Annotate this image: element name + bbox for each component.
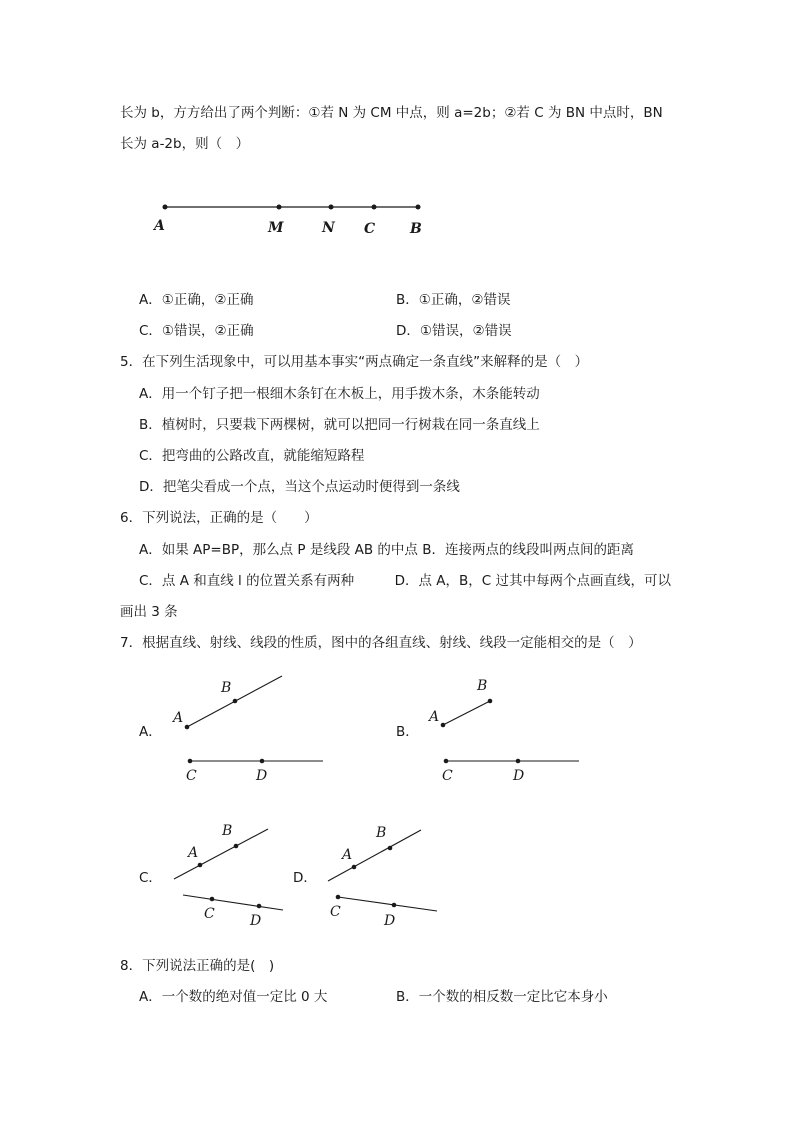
svg-text:B: B [376,825,387,841]
q4-option-a: A．①正确，②正确 [139,292,254,308]
point-b [416,205,421,210]
q5-option-d: D．把笔尖看成一个点，当这个点运动时便得到一条线 [139,479,460,495]
q6-option-d-cont: 画出 3 条 [120,604,178,620]
label-n: N [322,220,335,236]
svg-text:C: C [442,768,453,784]
label-a: A [154,218,165,234]
point-m [277,205,282,210]
q5-option-c: C．把弯曲的公路改直，就能缩短路程 [139,448,365,464]
q5-option-b: B．植树时，只要栽下两棵树，就可以把同一行树栽在同一条直线上 [139,417,540,433]
q7-option-c-letter: C． [139,870,162,886]
svg-text:C: C [204,906,215,922]
q7-stem: 7．根据直线、射线、线段的性质，图中的各组直线、射线、线段一定能相交的是（ ） [120,635,642,651]
point-c [372,205,377,210]
q7-figure-d [328,825,437,929]
svg-text:A: A [429,709,440,725]
svg-text:C: C [330,904,341,920]
svg-text:D: D [250,913,262,929]
svg-text:B: B [221,680,232,696]
q7-figure-b [427,678,579,784]
q4-option-b: B．①正确，②错误 [396,292,511,308]
svg-text:B: B [477,678,488,694]
q4-segment-figure [152,205,422,238]
svg-text:D: D [384,913,396,929]
q6-options-ab: A．如果 AP=BP，那么点 P 是线段 AB 的中点 B．连接两点的线段叫两点间的距离 [139,542,634,558]
svg-text:A: A [342,847,353,863]
q6-stem: 6．下列说法，正确的是（ ） [120,510,318,526]
q7-option-d-letter: D． [293,870,317,886]
q7-figure-a [171,676,323,784]
q4-stem-line1: 长为 b，方方给出了两个判断：①若 N 为 CM 中点，则 a=2b；②若 C 为 BN 中点时，BN [120,105,663,121]
svg-text:A: A [188,845,199,861]
q8-option-b: B．一个数的相反数一定比它本身小 [396,989,608,1005]
svg-text:C: C [186,768,197,784]
svg-text:B: B [222,823,233,839]
q5-option-a: A．用一个钉子把一根细木条钉在木板上，用手拨木条，木条能转动 [139,386,540,402]
q7-figure-c [174,823,283,929]
q4-option-c: C．①错误，②正确 [139,323,254,339]
q4-stem-line2: 长为 a-2b，则（ ） [120,136,250,152]
q6-options-cd: C．点 A 和直线 l 的位置关系有两种 D．点 A，B，C 过其中每两个点画直线，可以 [139,573,671,589]
point-a [163,205,168,210]
label-m: M [268,220,284,236]
svg-text:A: A [173,710,184,726]
q4-option-d: D．①错误，②错误 [396,323,512,339]
svg-text:D: D [513,768,525,784]
q8-stem: 8．下列说法正确的是( ) [120,958,275,974]
label-b: B [410,221,422,237]
q8-option-a: A．一个数的绝对值一定比 0 大 [139,989,328,1005]
q7-option-a-letter: A． [139,724,162,740]
label-c: C [364,221,376,237]
svg-text:D: D [256,768,268,784]
point-n [329,205,334,210]
q7-option-b-letter: B． [396,724,419,740]
q5-stem: 5．在下列生活现象中，可以用基本事实“两点确定一条直线”来解释的是（ ） [120,354,589,370]
